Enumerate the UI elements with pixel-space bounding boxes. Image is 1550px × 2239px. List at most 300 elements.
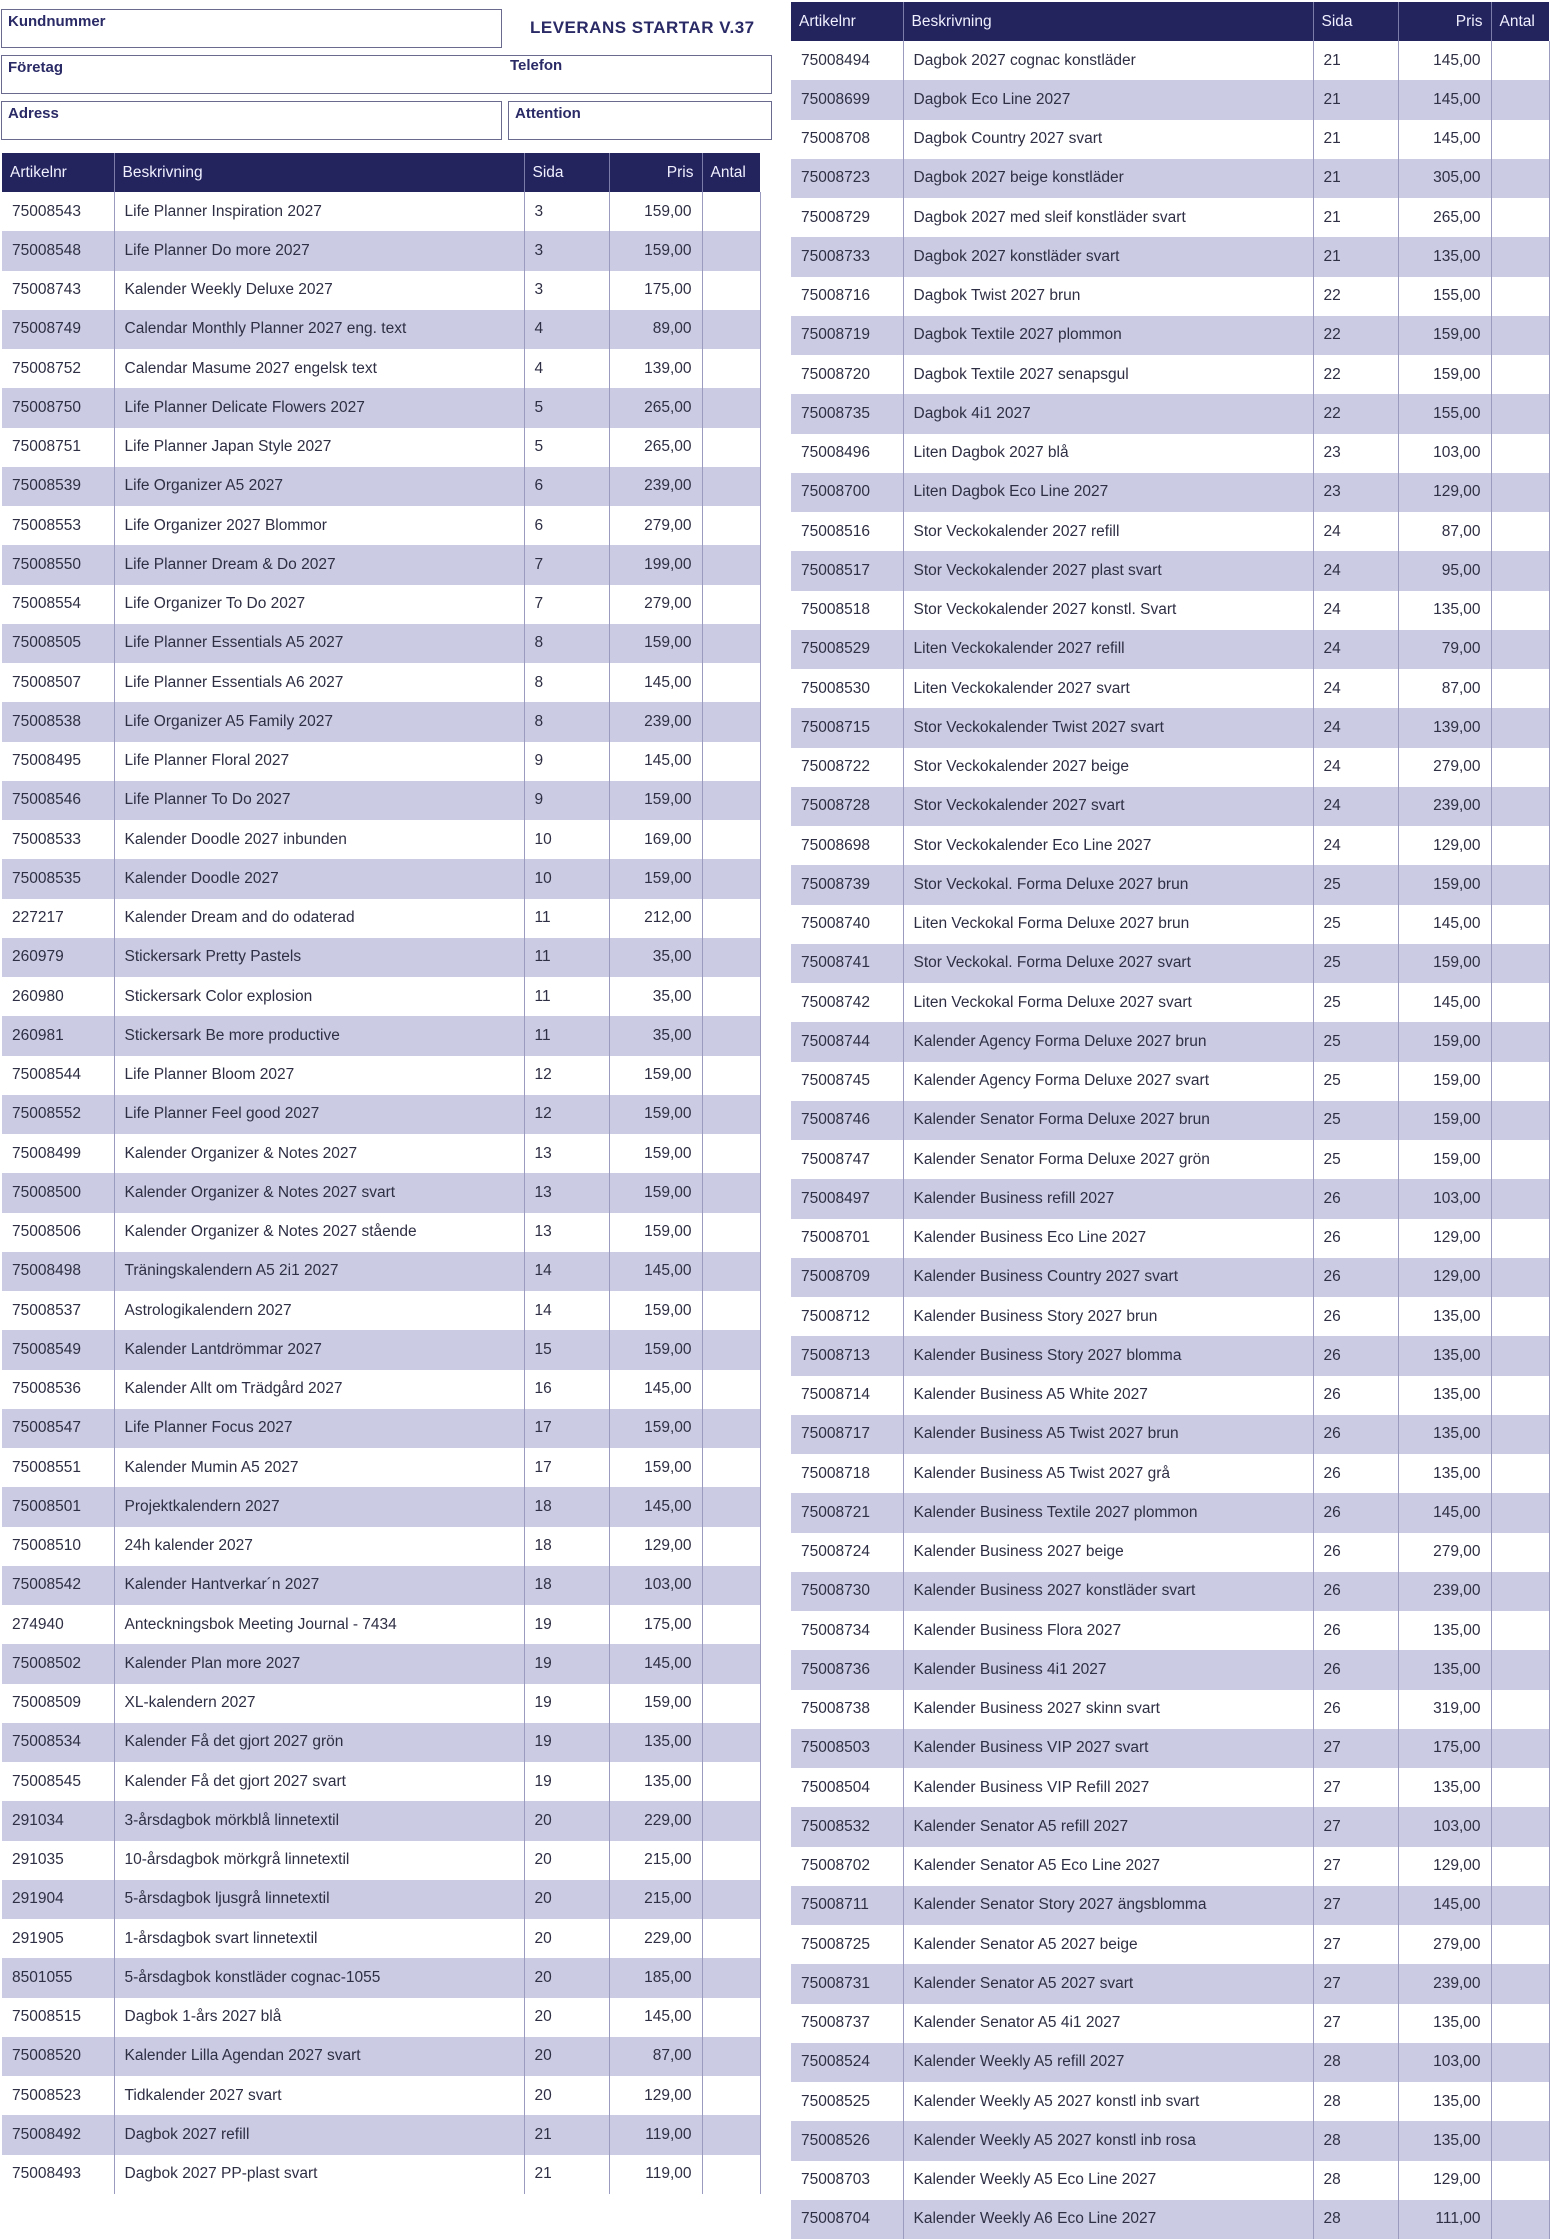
quantity-input-cell[interactable] — [1491, 1729, 1549, 1768]
article-number-cell: 75008699 — [791, 80, 903, 119]
price-cell: 159,00 — [609, 1330, 702, 1369]
quantity-input-cell[interactable] — [702, 1684, 760, 1723]
quantity-input-cell[interactable] — [1491, 316, 1549, 355]
page-number-cell: 28 — [1313, 2121, 1398, 2160]
price-cell: 135,00 — [609, 1723, 702, 1762]
quantity-input-cell[interactable] — [1491, 120, 1549, 159]
page-number-cell: 8 — [524, 624, 609, 663]
table-row — [2, 2155, 760, 2194]
quantity-input-cell[interactable] — [1491, 277, 1549, 316]
article-number-cell: 75008494 — [791, 41, 903, 80]
company-field[interactable] — [1, 55, 772, 94]
quantity-input-cell[interactable] — [702, 1762, 760, 1801]
article-number-cell: 75008495 — [2, 742, 114, 781]
table-row — [791, 2082, 1549, 2121]
description-cell: 10-årsdagbok mörkgrå linnetextil — [114, 1841, 524, 1880]
price-cell: 279,00 — [609, 506, 702, 545]
article-number-cell: 75008745 — [791, 1062, 903, 1101]
description-cell: Kalender Senator Forma Deluxe 2027 grön — [903, 1140, 1313, 1179]
table-row — [791, 1258, 1549, 1297]
quantity-input-cell[interactable] — [1491, 630, 1549, 669]
price-cell: 35,00 — [609, 938, 702, 977]
price-cell: 135,00 — [1398, 2082, 1491, 2121]
table-row — [791, 1964, 1549, 2003]
description-cell: Projektkalendern 2027 — [114, 1487, 524, 1526]
article-number-cell: 75008713 — [791, 1336, 903, 1375]
article-number-cell: 75008509 — [2, 1684, 114, 1723]
quantity-input-cell[interactable] — [1491, 905, 1549, 944]
quantity-input-cell[interactable] — [1491, 2004, 1549, 2043]
quantity-input-cell[interactable] — [702, 1409, 760, 1448]
quantity-input-cell[interactable] — [702, 1723, 760, 1762]
quantity-input-cell[interactable] — [702, 310, 760, 349]
quantity-input-cell[interactable] — [702, 859, 760, 898]
quantity-input-cell[interactable] — [1491, 2161, 1549, 2200]
quantity-input-cell[interactable] — [1491, 1336, 1549, 1375]
quantity-input-cell[interactable] — [702, 1056, 760, 1095]
table-row — [2, 1213, 760, 1252]
article-number-cell: 291904 — [2, 1880, 114, 1919]
table-row — [791, 394, 1549, 433]
price-cell: 169,00 — [609, 820, 702, 859]
page-number-cell: 24 — [1313, 551, 1398, 590]
article-number-cell: 227217 — [2, 899, 114, 938]
article-number-cell: 75008503 — [791, 1729, 903, 1768]
quantity-input-cell[interactable] — [1491, 2082, 1549, 2121]
description-cell: Stor Veckokalender Twist 2027 svart — [903, 708, 1313, 747]
price-cell: 159,00 — [609, 624, 702, 663]
price-cell: 135,00 — [609, 1762, 702, 1801]
quantity-input-cell[interactable] — [702, 192, 760, 231]
price-cell: 159,00 — [1398, 944, 1491, 983]
price-cell: 145,00 — [1398, 1493, 1491, 1532]
table-row — [791, 630, 1549, 669]
article-number-cell: 75008501 — [2, 1487, 114, 1526]
quantity-input-cell[interactable] — [702, 1644, 760, 1683]
quantity-input-cell[interactable] — [1491, 512, 1549, 551]
quantity-input-cell[interactable] — [1491, 41, 1549, 80]
price-cell: 319,00 — [1398, 1690, 1491, 1729]
table-row — [791, 1807, 1549, 1846]
article-number-cell: 75008546 — [2, 781, 114, 820]
quantity-input-cell[interactable] — [1491, 1258, 1549, 1297]
page-number-cell: 24 — [1313, 630, 1398, 669]
description-cell: Life Organizer To Do 2027 — [114, 585, 524, 624]
quantity-input-cell[interactable] — [1491, 591, 1549, 630]
page-number-cell: 20 — [524, 1801, 609, 1840]
price-cell: 239,00 — [609, 467, 702, 506]
quantity-input-cell[interactable] — [702, 1841, 760, 1880]
article-number-cell: 75008730 — [791, 1572, 903, 1611]
quantity-input-cell[interactable] — [1491, 355, 1549, 394]
article-number-cell: 75008548 — [2, 231, 114, 270]
price-cell: 135,00 — [1398, 1415, 1491, 1454]
price-cell: 265,00 — [609, 388, 702, 427]
table-header-row — [2, 153, 760, 192]
quantity-input-cell[interactable] — [1491, 748, 1549, 787]
table-row — [2, 1291, 760, 1330]
quantity-input-cell[interactable] — [1491, 1297, 1549, 1336]
price-cell: 239,00 — [1398, 1964, 1491, 2003]
quantity-input-cell[interactable] — [702, 1919, 760, 1958]
page-number-cell: 20 — [524, 1880, 609, 1919]
col-page: Sida — [524, 153, 609, 192]
quantity-input-cell[interactable] — [702, 1801, 760, 1840]
description-cell: Dagbok Country 2027 svart — [903, 120, 1313, 159]
quantity-input-cell[interactable] — [1491, 826, 1549, 865]
quantity-input-cell[interactable] — [702, 349, 760, 388]
page-number-cell: 10 — [524, 820, 609, 859]
price-cell: 129,00 — [1398, 1219, 1491, 1258]
price-cell: 135,00 — [1398, 1768, 1491, 1807]
table-row — [2, 1801, 760, 1840]
quantity-input-cell[interactable] — [702, 1016, 760, 1055]
table-row — [791, 2121, 1549, 2160]
quantity-input-cell[interactable] — [702, 742, 760, 781]
quantity-input-cell[interactable] — [1491, 80, 1549, 119]
table-row — [2, 1095, 760, 1134]
quantity-input-cell[interactable] — [1491, 394, 1549, 433]
description-cell: Kalender Business A5 Twist 2027 brun — [903, 1415, 1313, 1454]
quantity-input-cell[interactable] — [1491, 1101, 1549, 1140]
quantity-input-cell[interactable] — [702, 428, 760, 467]
article-number-cell: 75008506 — [2, 1213, 114, 1252]
page-number-cell: 24 — [1313, 512, 1398, 551]
table-row — [2, 467, 760, 506]
article-number-cell: 75008721 — [791, 1493, 903, 1532]
quantity-input-cell[interactable] — [1491, 865, 1549, 904]
article-number-cell: 75008742 — [791, 983, 903, 1022]
quantity-input-cell[interactable] — [1491, 2043, 1549, 2082]
article-number-cell: 75008724 — [791, 1533, 903, 1572]
article-number-cell: 75008545 — [2, 1762, 114, 1801]
table-row — [2, 938, 760, 977]
quantity-input-cell[interactable] — [1491, 708, 1549, 747]
address-field[interactable] — [1, 101, 502, 140]
price-cell: 119,00 — [609, 2155, 702, 2194]
description-cell: Liten Veckokalender 2027 svart — [903, 669, 1313, 708]
page-number-cell: 21 — [1313, 237, 1398, 276]
price-cell: 229,00 — [609, 1919, 702, 1958]
quantity-input-cell[interactable] — [702, 663, 760, 702]
table-row — [2, 899, 760, 938]
article-number-cell: 75008728 — [791, 787, 903, 826]
quantity-input-cell[interactable] — [1491, 434, 1549, 473]
price-cell: 159,00 — [1398, 316, 1491, 355]
quantity-input-cell[interactable] — [702, 1448, 760, 1487]
article-number-cell: 75008533 — [2, 820, 114, 859]
quantity-input-cell[interactable] — [702, 781, 760, 820]
price-cell: 145,00 — [609, 1487, 702, 1526]
quantity-input-cell[interactable] — [1491, 1611, 1549, 1650]
quantity-input-cell[interactable] — [1491, 198, 1549, 237]
table-row — [791, 1729, 1549, 1768]
description-cell: Kalender Plan more 2027 — [114, 1644, 524, 1683]
article-number-cell: 75008698 — [791, 826, 903, 865]
article-number-cell: 75008741 — [791, 944, 903, 983]
price-cell: 155,00 — [1398, 277, 1491, 316]
quantity-input-cell[interactable] — [702, 1134, 760, 1173]
quantity-input-cell[interactable] — [1491, 1493, 1549, 1532]
description-cell: Kalender Business VIP 2027 svart — [903, 1729, 1313, 1768]
description-cell: Life Planner Delicate Flowers 2027 — [114, 388, 524, 427]
article-number-cell: 75008703 — [791, 2161, 903, 2200]
description-cell: Kalender Lantdrömmar 2027 — [114, 1330, 524, 1369]
article-number-cell: 75008523 — [2, 2076, 114, 2115]
price-cell: 129,00 — [609, 1527, 702, 1566]
price-cell: 139,00 — [609, 349, 702, 388]
article-number-cell: 75008547 — [2, 1409, 114, 1448]
quantity-input-cell[interactable] — [1491, 1219, 1549, 1258]
article-number-cell: 75008702 — [791, 1847, 903, 1886]
quantity-input-cell[interactable] — [1491, 2121, 1549, 2160]
description-cell: Life Planner Inspiration 2027 — [114, 192, 524, 231]
quantity-input-cell[interactable] — [702, 585, 760, 624]
page-number-cell: 24 — [1313, 708, 1398, 747]
quantity-input-cell[interactable] — [702, 977, 760, 1016]
price-cell: 159,00 — [1398, 1022, 1491, 1061]
quantity-input-cell[interactable] — [1491, 1650, 1549, 1689]
article-number-cell: 75008542 — [2, 1566, 114, 1605]
quantity-input-cell[interactable] — [702, 1487, 760, 1526]
table-row — [2, 1016, 760, 1055]
page-number-cell: 26 — [1313, 1258, 1398, 1297]
article-number-cell: 75008749 — [2, 310, 114, 349]
description-cell: Stor Veckokalender 2027 plast svart — [903, 551, 1313, 590]
description-cell: Kalender Senator A5 refill 2027 — [903, 1807, 1313, 1846]
description-cell: Dagbok 2027 refill — [114, 2115, 524, 2154]
col-price: Pris — [609, 153, 702, 192]
table-header-row — [791, 2, 1549, 41]
table-row — [791, 1101, 1549, 1140]
price-cell: 159,00 — [609, 1213, 702, 1252]
quantity-input-cell[interactable] — [702, 1527, 760, 1566]
table-row — [2, 1762, 760, 1801]
article-number-cell: 75008518 — [791, 591, 903, 630]
quantity-input-cell[interactable] — [702, 899, 760, 938]
table-row — [2, 1409, 760, 1448]
table-row — [791, 237, 1549, 276]
price-cell: 145,00 — [609, 742, 702, 781]
price-cell: 145,00 — [609, 1998, 702, 2037]
quantity-input-cell[interactable] — [1491, 1925, 1549, 1964]
attention-field[interactable] — [508, 101, 772, 140]
page-number-cell: 23 — [1313, 434, 1398, 473]
quantity-input-cell[interactable] — [1491, 237, 1549, 276]
article-number-cell: 75008498 — [2, 1252, 114, 1291]
quantity-input-cell[interactable] — [702, 702, 760, 741]
table-row — [791, 1062, 1549, 1101]
article-number-cell: 75008549 — [2, 1330, 114, 1369]
table-row — [791, 1336, 1549, 1375]
page-number-cell: 21 — [1313, 159, 1398, 198]
article-number-cell: 75008729 — [791, 198, 903, 237]
table-row — [2, 1684, 760, 1723]
page-number-cell: 20 — [524, 1958, 609, 1997]
page-number-cell: 27 — [1313, 1964, 1398, 2003]
page-number-cell: 20 — [524, 1841, 609, 1880]
quantity-input-cell[interactable] — [702, 467, 760, 506]
description-cell: Liten Veckokal Forma Deluxe 2027 svart — [903, 983, 1313, 1022]
table-row — [791, 1572, 1549, 1611]
quantity-input-cell[interactable] — [702, 1291, 760, 1330]
description-cell: Life Planner Essentials A6 2027 — [114, 663, 524, 702]
quantity-input-cell[interactable] — [1491, 1454, 1549, 1493]
quantity-input-cell[interactable] — [702, 1173, 760, 1212]
page-number-cell: 14 — [524, 1252, 609, 1291]
quantity-input-cell[interactable] — [1491, 551, 1549, 590]
table-row — [2, 1173, 760, 1212]
page-number-cell: 18 — [524, 1566, 609, 1605]
quantity-input-cell[interactable] — [1491, 1415, 1549, 1454]
article-number-cell: 274940 — [2, 1605, 114, 1644]
quantity-input-cell[interactable] — [702, 2076, 760, 2115]
quantity-input-cell[interactable] — [702, 2155, 760, 2194]
price-cell: 129,00 — [609, 2076, 702, 2115]
quantity-input-cell[interactable] — [1491, 1179, 1549, 1218]
quantity-input-cell[interactable] — [1491, 1572, 1549, 1611]
description-cell: Life Planner Focus 2027 — [114, 1409, 524, 1448]
price-cell: 159,00 — [609, 1409, 702, 1448]
quantity-input-cell[interactable] — [702, 545, 760, 584]
quantity-input-cell[interactable] — [702, 624, 760, 663]
page-number-cell: 9 — [524, 742, 609, 781]
quantity-input-cell[interactable] — [702, 1213, 760, 1252]
quantity-input-cell[interactable] — [1491, 1690, 1549, 1729]
page-number-cell: 21 — [524, 2155, 609, 2194]
article-number-cell: 75008717 — [791, 1415, 903, 1454]
table-row — [2, 859, 760, 898]
article-number-cell: 291034 — [2, 1801, 114, 1840]
quantity-input-cell[interactable] — [1491, 1376, 1549, 1415]
quantity-input-cell[interactable] — [1491, 787, 1549, 826]
table-row — [791, 748, 1549, 787]
quantity-input-cell[interactable] — [702, 1370, 760, 1409]
page-number-cell: 26 — [1313, 1336, 1398, 1375]
quantity-input-cell[interactable] — [1491, 1768, 1549, 1807]
quantity-input-cell[interactable] — [1491, 159, 1549, 198]
price-cell: 145,00 — [1398, 983, 1491, 1022]
price-cell: 159,00 — [609, 1095, 702, 1134]
customer-number-field[interactable] — [1, 9, 502, 48]
quantity-input-cell[interactable] — [1491, 1886, 1549, 1925]
article-number-cell: 75008738 — [791, 1690, 903, 1729]
quantity-input-cell[interactable] — [702, 938, 760, 977]
quantity-input-cell[interactable] — [702, 1252, 760, 1291]
description-cell: Dagbok 2027 beige konstläder — [903, 159, 1313, 198]
page-number-cell: 25 — [1313, 865, 1398, 904]
price-cell: 129,00 — [1398, 2161, 1491, 2200]
page-number-cell: 26 — [1313, 1179, 1398, 1218]
quantity-input-cell[interactable] — [1491, 1847, 1549, 1886]
description-cell: Kalender Senator A5 2027 beige — [903, 1925, 1313, 1964]
quantity-input-cell[interactable] — [702, 1605, 760, 1644]
price-cell: 159,00 — [609, 1173, 702, 1212]
price-cell: 95,00 — [1398, 551, 1491, 590]
article-number-cell: 75008733 — [791, 237, 903, 276]
page-number-cell: 27 — [1313, 1807, 1398, 1846]
description-cell: Kalender Weekly A5 2027 konstl inb svart — [903, 2082, 1313, 2121]
article-number-cell: 75008526 — [791, 2121, 903, 2160]
table-row — [2, 2037, 760, 2076]
article-number-cell: 75008722 — [791, 748, 903, 787]
table-row — [791, 1533, 1549, 1572]
quantity-input-cell[interactable] — [1491, 1533, 1549, 1572]
price-cell: 35,00 — [609, 1016, 702, 1055]
page-number-cell: 26 — [1313, 1415, 1398, 1454]
quantity-input-cell[interactable] — [1491, 1062, 1549, 1101]
quantity-input-cell[interactable] — [702, 1958, 760, 1997]
quantity-input-cell[interactable] — [1491, 1807, 1549, 1846]
page-number-cell: 24 — [1313, 669, 1398, 708]
table-row — [791, 1454, 1549, 1493]
page-number-cell: 17 — [524, 1448, 609, 1487]
price-cell: 159,00 — [609, 1134, 702, 1173]
table-row — [791, 591, 1549, 630]
quantity-input-cell[interactable] — [1491, 983, 1549, 1022]
quantity-input-cell[interactable] — [702, 2115, 760, 2154]
page-number-cell: 19 — [524, 1684, 609, 1723]
quantity-input-cell[interactable] — [702, 388, 760, 427]
description-cell: 1-årsdagbok svart linnetextil — [114, 1919, 524, 1958]
description-cell: Kalender Organizer & Notes 2027 stående — [114, 1213, 524, 1252]
quantity-input-cell[interactable] — [1491, 1964, 1549, 2003]
quantity-input-cell[interactable] — [702, 820, 760, 859]
table-row — [2, 1527, 760, 1566]
description-cell: Calendar Monthly Planner 2027 eng. text — [114, 310, 524, 349]
product-table-right — [791, 2, 1550, 2239]
price-cell: 159,00 — [1398, 355, 1491, 394]
article-number-cell: 75008747 — [791, 1140, 903, 1179]
table-row — [2, 1448, 760, 1487]
table-row — [791, 944, 1549, 983]
quantity-input-cell[interactable] — [702, 1998, 760, 2037]
quantity-input-cell[interactable] — [702, 2037, 760, 2076]
article-number-cell: 75008532 — [791, 1807, 903, 1846]
page-number-cell: 19 — [524, 1644, 609, 1683]
article-number-cell: 260979 — [2, 938, 114, 977]
description-cell: Kalender Business 2027 beige — [903, 1533, 1313, 1572]
quantity-input-cell[interactable] — [702, 271, 760, 310]
quantity-input-cell[interactable] — [702, 1330, 760, 1369]
page-number-cell: 10 — [524, 859, 609, 898]
description-cell: Life Planner Bloom 2027 — [114, 1056, 524, 1095]
table-row — [791, 1376, 1549, 1415]
quantity-input-cell[interactable] — [702, 1880, 760, 1919]
quantity-input-cell[interactable] — [1491, 1140, 1549, 1179]
quantity-input-cell[interactable] — [702, 231, 760, 270]
article-number-cell: 75008505 — [2, 624, 114, 663]
quantity-input-cell[interactable] — [702, 506, 760, 545]
quantity-input-cell[interactable] — [1491, 944, 1549, 983]
description-cell: Life Planner Japan Style 2027 — [114, 428, 524, 467]
price-cell: 175,00 — [1398, 1729, 1491, 1768]
price-cell: 145,00 — [609, 1252, 702, 1291]
quantity-input-cell[interactable] — [1491, 1022, 1549, 1061]
quantity-input-cell[interactable] — [1491, 2200, 1549, 2239]
quantity-input-cell[interactable] — [1491, 473, 1549, 512]
table-row — [2, 349, 760, 388]
table-row — [2, 820, 760, 859]
quantity-input-cell[interactable] — [702, 1095, 760, 1134]
description-cell: Stor Veckokalender 2027 beige — [903, 748, 1313, 787]
table-row — [791, 1022, 1549, 1061]
quantity-input-cell[interactable] — [702, 1566, 760, 1605]
page-number-cell: 27 — [1313, 1768, 1398, 1807]
description-cell: Kalender Business Textile 2027 plommon — [903, 1493, 1313, 1532]
quantity-input-cell[interactable] — [1491, 669, 1549, 708]
table-row — [2, 1330, 760, 1369]
